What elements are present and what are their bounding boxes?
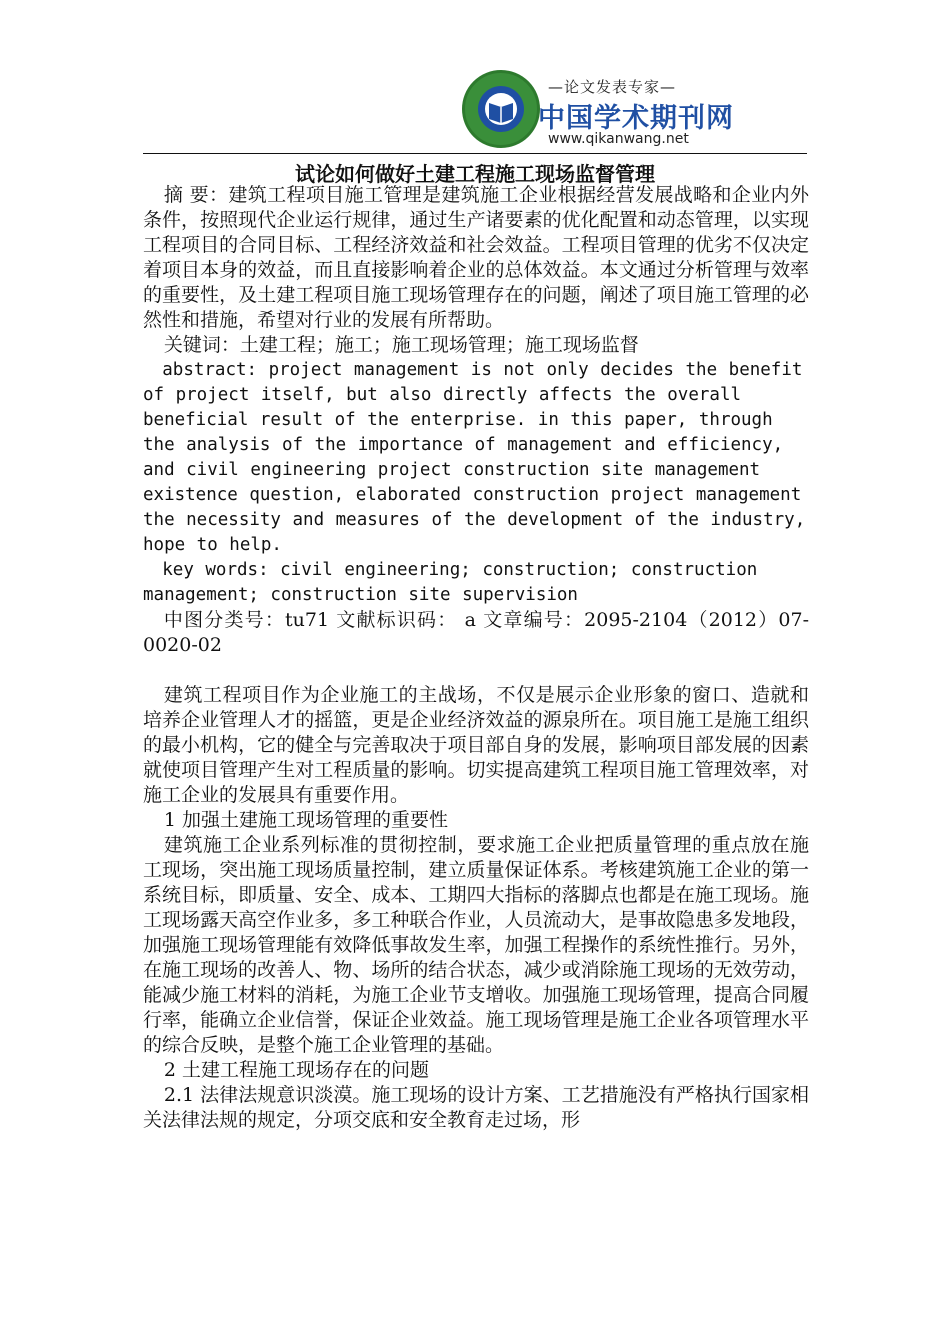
article-title: 试论如何做好土建工程施工现场监督管理 [295,162,655,186]
qikanwang-logo-icon [462,70,540,148]
section-1-heading: 1 加强土建施工现场管理的重要性 [163,809,449,831]
keywords-en: key words: civil engineering; construction; construction management; construction site supervision [143,560,758,605]
classification-info: 中图分类号：tu71 文献标识码： a 文章编号：2095-2104（2012）07-0020-02 [143,609,809,656]
logo-slogan: —论文发表专家— [548,78,677,96]
logo-url: www.qikanwang.net [548,131,689,147]
logo-name: 中国学术期刊网 [538,103,734,134]
abstract-en: abstract: project management is not only decides the benefit of project itself, but also directly affects the overall beneficial result of the enterprise. in this paper, through the analysis of the importance of management and efficiency, and civil engineering project construction site management existence question, elaborated construction project management the necessity and measures of the development of the industry, hope to help. [143,360,806,555]
section-1-text: 建筑施工企业系列标准的贯彻控制，要求施工企业把质量管理的重点放在施工现场，突出施工现场质量控制，建立质量保证体系。考核建筑施工企业的第一系统目标，即质量、安全、成本、工期四大指标的落脚点也都是在施工现场。施工现场露天高空作业多，多工种联合作业，人员流动大，是事故隐患多发地段，加强施工现场管理能有效降低事故发生率，加强工程操作的系统性推行。另外，在施工现场的改善人、物、场所的结合状态，减少或消除施工现场的无效劳动，能减少施工材料的消耗，为施工企业节支增收。加强施工现场管理，提高合同履行率，能确立企业信誉，保证企业效益。施工现场管理是施工企业各项管理水平的综合反映，是整个施工企业管理的基础。 [143,834,809,1056]
article-body [143,183,809,1133]
section-2-heading: 2 土建工程施工现场存在的问题 [163,1059,430,1081]
page-header [0,0,950,156]
intro-paragraph: 建筑工程项目作为企业施工的主战场，不仅是展示企业形象的窗口、造就和培养企业管理人才的摇篮，更是企业经济效益的源泉所在。项目施工是施工组织的最小机构，它的健全与完善取决于项目部自身的发展，影响项目部发展的因素就使项目管理产生对工程质量的影响。切实提高建筑工程项目施工管理效率，对施工企业的发展具有重要作用。 [143,684,809,806]
paragraph-gap [143,658,809,683]
header-divider [143,153,807,154]
section-2-1-text: 2.1 法律法规意识淡漠。施工现场的设计方案、工艺措施没有严格执行国家相关法律法规的规定，分项交底和安全教育走过场，形 [143,1084,809,1131]
keywords-cn: 关键词：土建工程；施工；施工现场管理；施工现场监督 [163,334,639,356]
abstract-cn: 摘 要：建筑工程项目施工管理是建筑施工企业根据经营发展战略和企业内外条件，按照现代企业运行规律，通过生产诸要素的优化配置和动态管理，以实现工程项目的合同目标、工程经济效益和社会效益。工程项目管理的优劣不仅决定着项目本身的效益，而且直接影响着企业的总体效益。本文通过分析管理与效率的重要性，及土建工程项目施工现场管理存在的问题，阐述了项目施工管理的必然性和措施，希望对行业的发展有所帮助。 [143,184,809,331]
